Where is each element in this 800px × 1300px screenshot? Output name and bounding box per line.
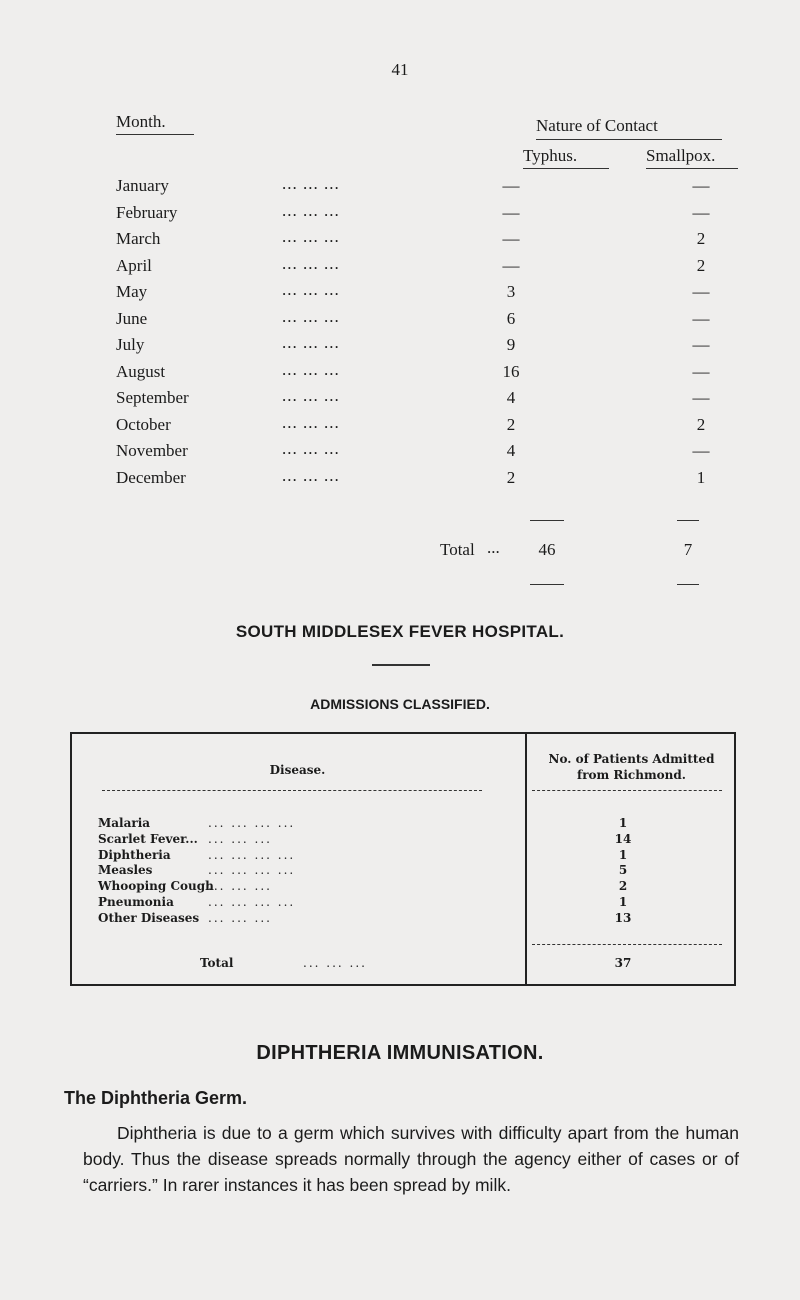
hospital-total-dots: ... ... ... [303,956,367,970]
hospital-total-label: Total [200,956,234,970]
patients-header-rule [532,790,722,792]
hospital-title: SOUTH MIDDLESEX FEVER HOSPITAL. [235,622,565,641]
patients-column-header-line1: No. of Patients Admitted [548,752,715,766]
admissions-subtitle: ADMISSIONS CLASSIFIED. [310,696,490,712]
disease-cell: Scarlet Fever... [98,831,198,846]
leader-dots: ... ... ... [208,879,272,894]
contact-row [116,282,756,308]
leader-dots: ... ... ... ... [208,816,296,830]
disease-column-header: Disease. [269,763,326,777]
typhus-cell: — [502,229,520,248]
month-cell: March [116,229,161,248]
typhus-cell: — [502,176,520,195]
admission-row [98,911,718,929]
typhus-cell: 9 [506,335,516,354]
contact-row [116,388,756,414]
leader-dots: ... ... ... ... [208,847,296,862]
immunisation-subheading: The Diphtheria Germ. [64,1088,248,1108]
patients-column-header-line2: from Richmond. [577,768,686,782]
month-cell: August [116,361,166,381]
leader-dots: ... ... ... [282,174,340,193]
contact-row [116,441,756,467]
smallpox-cell: 2 [696,414,706,434]
immunisation-paragraph: Diphtheria is due to a germ which survives with difficulty apart from the human body. Thus the disease spreads normally through the agency either of cases or of “carriers.” In rarer instances it has been spread by milk. [83,1123,739,1195]
month-cell: December [116,467,186,487]
typhus-cell: 2 [506,467,516,487]
month-cell: July [116,335,145,354]
disease-cell: Malaria [98,816,151,830]
month-cell: October [116,414,171,434]
smallpox-cell: 2 [696,229,706,248]
smallpox-header-underline [646,168,738,169]
hospital-total-count: 37 [614,956,632,970]
patients-cell: 5 [618,863,628,878]
contact-row [116,412,756,441]
disease-header-rule [102,790,482,792]
typhus-cell: 2 [506,414,516,434]
contact-row [116,200,756,229]
leader-dots: ... ... ... ... [208,863,296,878]
smallpox-column-header: Smallpox. [646,146,716,165]
leader-dots: ... ... ... [282,333,340,352]
smallpox-total-rule-top [677,520,699,521]
immunisation-title: DIPHTHERIA IMMUNISATION. [256,1042,544,1064]
typhus-cell: 4 [506,388,516,407]
contact-row [116,229,756,255]
smallpox-cell: — [692,335,710,354]
smallpox-cell: — [692,388,710,407]
contact-row [116,306,756,335]
disease-cell: Other Diseases [98,910,200,925]
hospital-title-rule [372,664,430,666]
leader-dots: ... ... ... [282,227,340,246]
contact-row [116,335,756,361]
page-number: 41 [391,60,409,79]
month-cell: February [116,202,178,222]
typhus-header-underline [523,168,609,169]
contacts-total-label: Total [440,540,475,559]
contact-row [116,359,756,388]
contact-row [116,176,756,202]
smallpox-cell: — [692,308,710,328]
hospital-total-row [98,956,718,974]
month-cell: June [116,308,148,328]
contact-row [116,465,756,494]
month-cell: January [116,176,169,195]
disease-cell: Pneumonia [98,895,174,909]
patients-cell: 14 [614,831,632,846]
disease-cell: Whooping Cough [98,879,214,894]
leader-dots: ... ... ... [208,831,272,846]
patients-cell: 1 [618,895,628,909]
leader-dots: ... ... ... [208,910,272,925]
typhus-cell: 3 [506,282,516,301]
smallpox-cell: 1 [696,467,706,487]
month-header-underline [116,134,194,135]
contact-row [116,253,756,282]
nature-of-contact-header: Nature of Contact [536,116,658,135]
leader-dots: ... ... ... ... [208,895,296,909]
typhus-cell: — [502,255,520,275]
smallpox-cell: — [692,441,710,460]
smallpox-cell: — [692,176,710,195]
month-column-header: Month. [116,112,166,131]
leader-dots: ... ... ... [282,465,340,485]
hospital-total-rule [532,944,722,946]
smallpox-cell: — [692,202,710,222]
smallpox-cell: 2 [696,255,706,275]
typhus-cell: 16 [502,361,520,381]
leader-dots: ... ... ... [282,386,340,405]
typhus-cell: 4 [506,441,516,460]
typhus-cell: 6 [506,308,516,328]
month-cell: May [116,282,148,301]
smallpox-cell: — [692,361,710,381]
leader-dots: ... ... ... [282,359,340,379]
typhus-cell: — [502,202,520,222]
month-cell: April [116,255,152,275]
month-cell: November [116,441,188,460]
contacts-total-dots: ... [487,538,500,557]
month-cell: September [116,388,189,407]
smallpox-total-rule-bottom [677,584,699,585]
leader-dots: ... ... ... [282,253,340,273]
leader-dots: ... ... ... [282,280,340,299]
typhus-total-rule-top [530,520,564,521]
leader-dots: ... ... ... [282,200,340,220]
smallpox-cell: — [692,282,710,301]
smallpox-total: 7 [683,540,693,559]
leader-dots: ... ... ... [282,306,340,326]
leader-dots: ... ... ... [282,412,340,432]
patients-cell: 1 [618,847,628,862]
typhus-total-rule-bottom [530,584,564,585]
disease-cell: Diphtheria [98,847,171,862]
typhus-column-header: Typhus. [523,146,578,165]
disease-cell: Measles [98,863,153,878]
patients-cell: 2 [618,879,628,894]
patients-cell: 13 [614,910,632,925]
nature-header-underline [536,139,722,140]
patients-cell: 1 [618,816,628,830]
leader-dots: ... ... ... [282,439,340,458]
typhus-total: 46 [538,540,556,559]
